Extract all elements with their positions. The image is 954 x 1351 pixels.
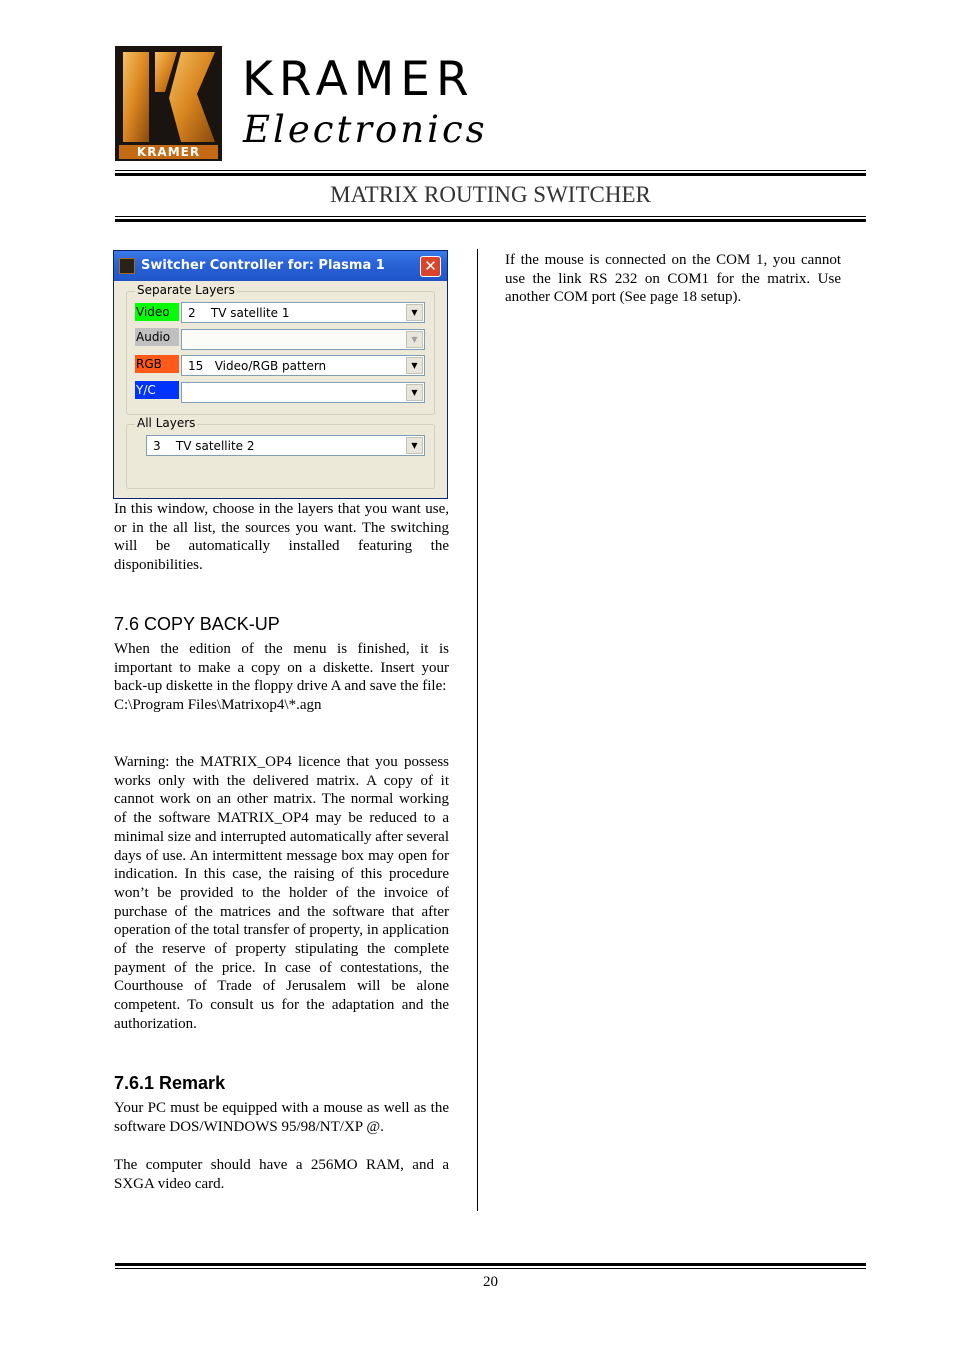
kramer-logo [115,46,222,161]
yc-layer-label: Y/C [135,381,179,399]
subsection-heading-remark: 7.6.1 Remark [114,1073,226,1093]
file-path: C:\Program Files\Matrixop4\*.agn [114,697,322,714]
section-heading-copy-backup: 7.6 COPY BACK-UP [114,614,280,634]
rgb-source-value: 15 Video/RGB pattern [188,359,327,373]
footer-rule [115,1263,866,1269]
separate-layers-group [126,283,435,415]
audio-source-select[interactable] [181,329,425,350]
document-title: MATRIX ROUTING SWITCHER [330,182,651,207]
close-icon[interactable]: ✕ [420,256,441,277]
rgb-layer-label: RGB [135,355,179,373]
video-layer-label: Video [135,303,179,321]
copy-backup-text: When the edition of the menu is finished, it is important to make a copy on a diskette. Insert your back-up diskette in the floppy drive A and save the file: [114,641,449,695]
yc-source-select[interactable] [181,382,425,403]
chevron-down-icon[interactable]: ▼ [406,331,423,348]
separate-layers-legend: Separate Layers [137,283,235,297]
video-source-value: 2 TV satellite 1 [188,306,290,320]
all-layers-legend: All Layers [137,416,196,430]
logo-text: KRAMER [136,145,201,159]
copy-backup-paragraph [114,640,449,715]
header-rule-bottom [115,216,866,222]
app-icon [119,258,135,274]
window-title: Switcher Controller for: Plasma 1 [141,258,385,273]
video-source-select[interactable] [181,302,425,323]
chevron-down-icon[interactable]: ▼ [406,357,423,374]
column-divider [477,249,478,1211]
chevron-down-icon[interactable]: ▼ [406,384,423,401]
window-caption: In this window, choose in the layers that you want use, or in the all list, the sources you want. The switching will be automatically installed featuring the disponibilities. [114,501,449,574]
all-layers-value: 3 TV satellite 2 [153,439,255,453]
warning-paragraph: Warning: the MATRIX_OP4 licence that you possess works only with the delivered matrix. A copy of it cannot work on an other matrix. The normal working of the software MATRIX_OP4 may be reduced to a minimal size and interrupted automatically after several days of use. An intermittent message box may open for indication. In this case, the raising of this procedure won’t be provided to the holder of the invoice of purchase of the matrices and the software that after operation of the total transfer of property, in application of the reserve of property stipulating the complete payment of the price. In case of contestations, the Courthouse of Trade of Jerusalem will be alone competent. To consult us for the adaptation and the authorization. [114,754,449,1032]
all-layers-select[interactable] [146,435,425,456]
brand-name: KRAMER [242,52,475,107]
chevron-down-icon[interactable]: ▼ [406,437,423,454]
all-layers-group [126,416,435,489]
remark-paragraph-2: The computer should have a 256MO RAM, and a SXGA video card. [114,1157,449,1192]
com-port-note: If the mouse is connected on the COM 1, you cannot use the link RS 232 on COM1 for the matrix. Use another COM port (See page 18 setup). [505,252,841,306]
chevron-down-icon[interactable]: ▼ [406,304,423,321]
remark-paragraph-1: Your PC must be equipped with a mouse as well as the software DOS/WINDOWS 95/98/NT/XP @. [114,1100,449,1135]
rgb-source-select[interactable] [181,355,425,376]
switcher-controller-window [113,250,448,499]
window-titlebar[interactable] [114,251,447,281]
audio-layer-label: Audio [135,328,179,346]
brand-subtitle: Electronics [243,108,488,151]
page-number: 20 [483,1274,498,1290]
header-rule-top [115,170,866,176]
